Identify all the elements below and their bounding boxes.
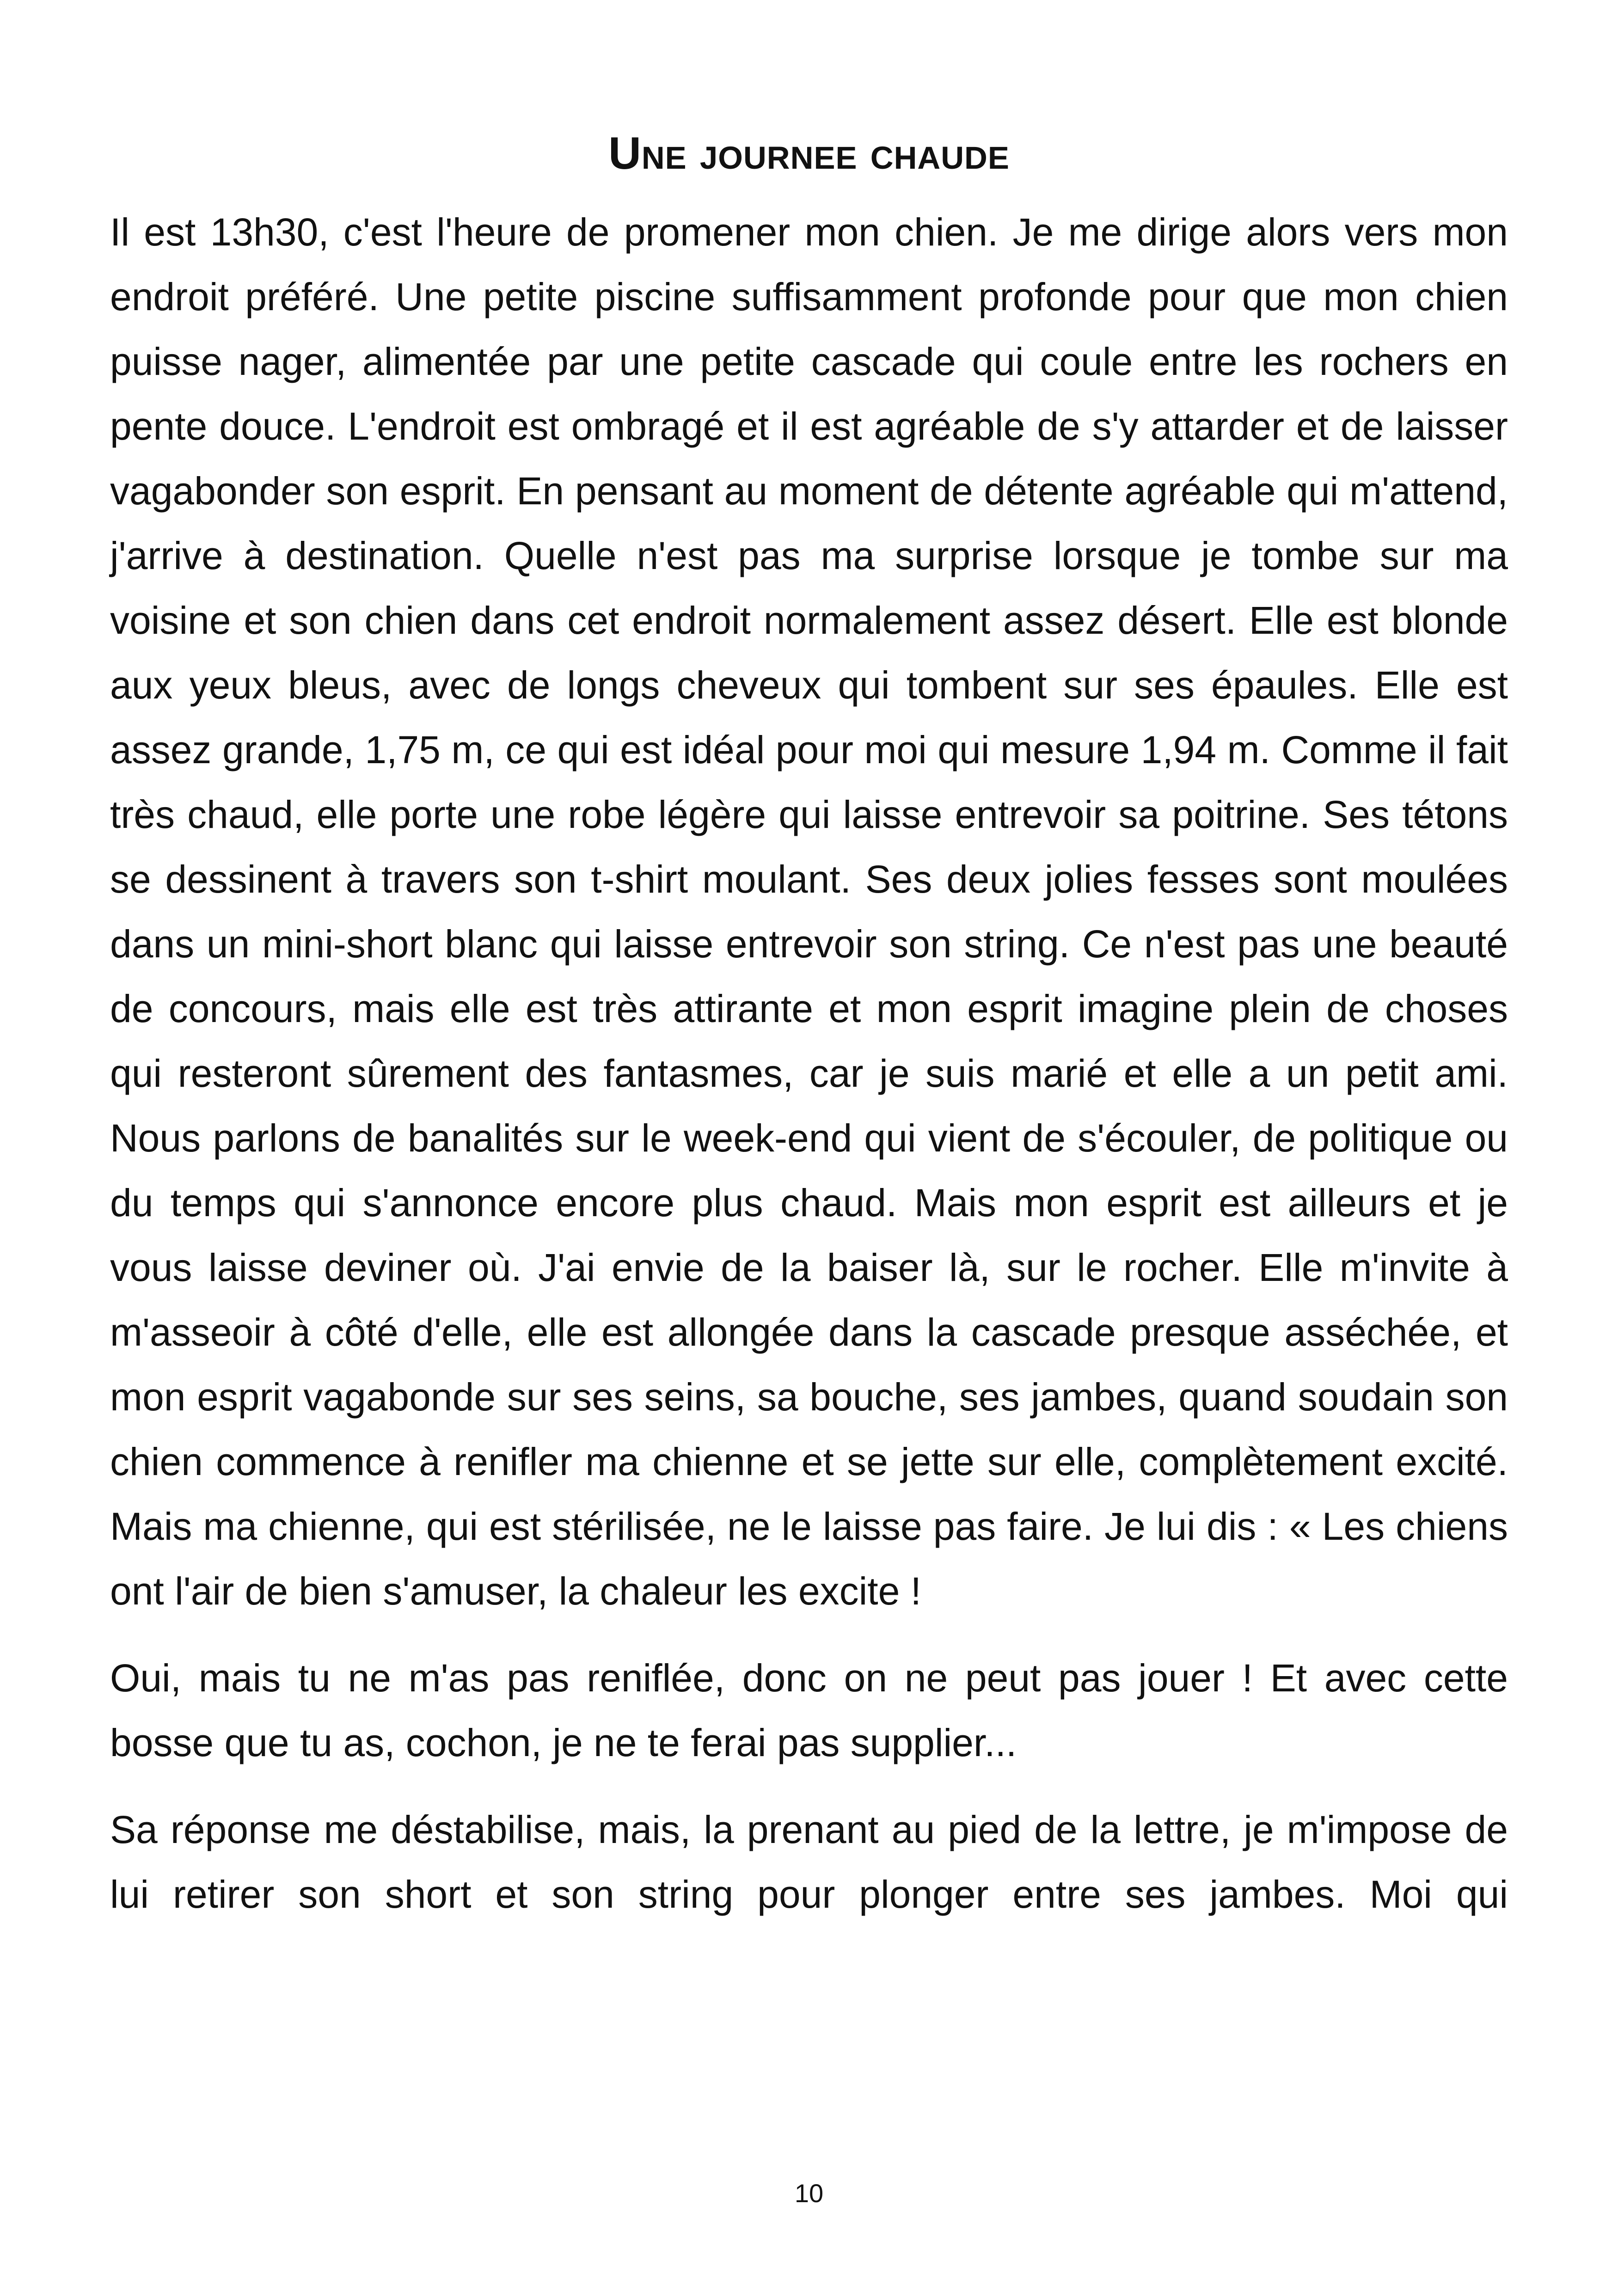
paragraph-3: Sa réponse me déstabilise, mais, la prenant au pied de la lettre, je m'impose de lui retirer son short et son string pour plonger entre ses jambes. Moi qui xyxy=(110,1808,1508,1916)
paragraph-1: Il est 13h30, c'est l'heure de promener mon chien. Je me dirige alors vers mon endroit préféré. Une petite piscine suffisamment profonde pour que mon chien puisse nager, alimentée par une petite cascade qui coule entre les rochers en pente douce. L'endroit est ombragé et il est agréable de s'y attarder et de laisser vagabonder son esprit. En pensant au moment de détente agréable qui m'attend, j'arrive à destination. Quelle n'est pas ma surprise lorsque je tombe sur ma voisine et son chien dans cet endroit normalement assez désert. Elle est blonde aux yeux bleus, avec de longs cheveux qui tombent sur ses épaules. Elle est assez grande, 1,75 m, ce qui est idéal pour moi qui mesure 1,94 m. Comme il fait très chaud, elle porte une robe légère qui laisse entrevoir sa poitrine. Ses tétons se dessinent à travers son t-shirt moulant. Ses deux jolies fesses sont moulées dans un mini-short blanc qui laisse entrevoir son string. Ce n'est pas une beauté de concours, mais elle est très attirante et mon esprit imagine plein de choses qui resteront sûrement des fantasmes, car je suis marié et elle a un petit ami. Nous parlons de banalités sur le week-end qui vient de s'écouler, de politique ou du temps qui s'annonce encore plus chaud. Mais mon esprit est ailleurs et je vous laisse deviner où. J'ai envie de la baiser là, sur le rocher. Elle m'invite à m'asseoir à côté d'elle, elle est allongée dans la cascade presque asséchée, et mon esprit vagabonde sur ses seins, sa bouche, ses jambes, quand soudain son chien commence à renifler ma chienne et se jette sur elle, complètement excité. Mais ma chienne, qui est stérilisée, ne le laisse pas faire. Je lui dis : « Les chiens ont l'air de bien s'amuser, la chaleur les excite ! xyxy=(110,210,1508,1613)
body-text xyxy=(110,200,1508,1949)
paragraph-2: Oui, mais tu ne m'as pas reniflée, donc on ne peut pas jouer ! Et avec cette bosse que tu as, cochon, je ne te ferai pas supplier... xyxy=(110,1656,1508,1764)
chapter-title: Une journee chaude xyxy=(608,127,1010,178)
page-number: 10 xyxy=(794,2179,824,2208)
